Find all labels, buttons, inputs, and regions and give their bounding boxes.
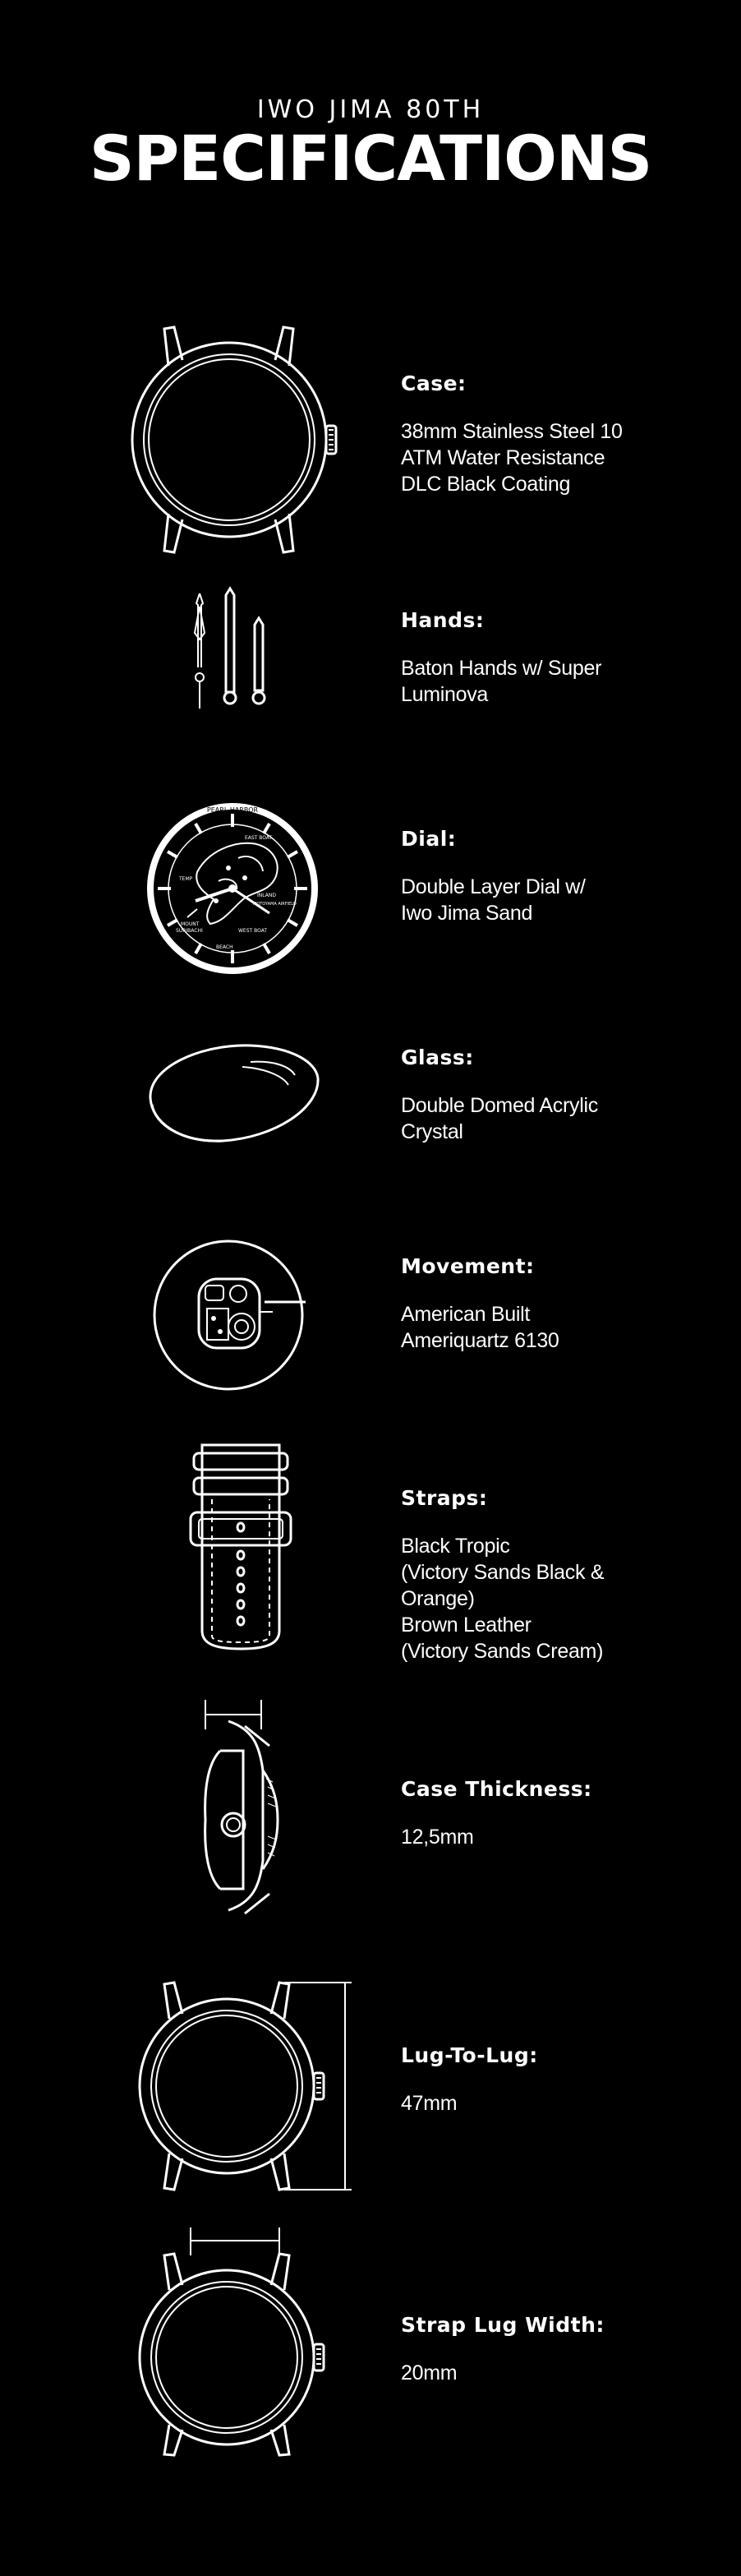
spec-value-line: 38mm Stainless Steel 10 [401, 420, 623, 443]
page-subtitle: IWO JIMA 80TH [256, 95, 485, 124]
spec-case [401, 372, 713, 497]
spec-value-line: Baton Hands w/ Super [401, 657, 602, 680]
spec-value-line: DLC Black Coating [401, 473, 571, 496]
spec-value-line: Iwo Jima Sand [401, 902, 533, 925]
dial-marker-text: MOUNT [181, 921, 200, 927]
watch-hands-icon [185, 585, 275, 717]
spec-value-line: Ameriquartz 6130 [401, 1329, 559, 1352]
dial-marker-text: BEACH [216, 944, 233, 950]
dial-marker-text: TEMP [179, 876, 193, 882]
spec-value-line: American Built [401, 1303, 530, 1326]
watch-case-icon [123, 321, 353, 559]
spec-label: Dial: [401, 827, 457, 851]
spec-value-line: 12,5mm [401, 1826, 474, 1849]
spec-label: Glass: [401, 1046, 474, 1069]
dial-top-text: PEARL HARBOR [206, 806, 259, 814]
spec-label: Case Thickness: [401, 1777, 592, 1801]
dial-marker-text: SURIBACHI [176, 928, 203, 934]
spec-value-line: 20mm [401, 2361, 458, 2384]
spec-value-line: (Victory Sands Black & [401, 1561, 605, 1584]
spec-value-line: Double Layer Dial w/ [401, 875, 586, 898]
spec-value-line: 47mm [401, 2092, 458, 2115]
spec-dial [401, 827, 713, 926]
spec-label: Movement: [401, 1254, 535, 1278]
spec-value-line: Double Domed Acrylic [401, 1094, 598, 1117]
dial-marker-text: INLAND [257, 893, 276, 898]
spec-movement [401, 1254, 713, 1354]
spec-value-line: Orange) [401, 1587, 475, 1610]
case-thickness-icon [196, 1697, 294, 1935]
spec-straps [401, 1486, 713, 1664]
dial-marker-text: WEST BOAT [238, 928, 268, 934]
spec-label: Straps: [401, 1486, 488, 1510]
spec-label: Case: [401, 372, 467, 395]
spec-value-line: Black Tropic [401, 1535, 510, 1558]
spec-case-thickness [401, 1777, 713, 1850]
spec-label: Lug-To-Lug: [401, 2043, 538, 2067]
page-title: SPECIFICATIONS [89, 122, 652, 195]
spec-label: Hands: [401, 608, 485, 632]
spec-glass [401, 1046, 713, 1145]
spec-label: Strap Lug Width: [401, 2313, 605, 2337]
watch-dial-icon [146, 802, 319, 975]
dial-marker-text: MOTOYAMA AIRFIELD [253, 902, 297, 907]
dial-marker-text: EAST BOAT [245, 835, 273, 841]
spec-value-line: Luminova [401, 683, 488, 706]
movement-icon [150, 1233, 314, 1397]
spec-lug-to-lug [401, 2043, 713, 2117]
spec-hands [401, 608, 713, 708]
spec-value-line: Brown Leather [401, 1613, 532, 1637]
strap-icon [187, 1442, 294, 1655]
domed-glass-icon [144, 1034, 324, 1149]
lug-to-lug-icon [136, 1979, 358, 2193]
strap-lug-width-icon [136, 2226, 350, 2456]
spec-value-line: Crystal [401, 1120, 463, 1143]
spec-strap-lug-width [401, 2313, 713, 2386]
spec-value-line: (Victory Sands Cream) [401, 1640, 604, 1663]
spec-value-line: ATM Water Resistance [401, 446, 605, 469]
